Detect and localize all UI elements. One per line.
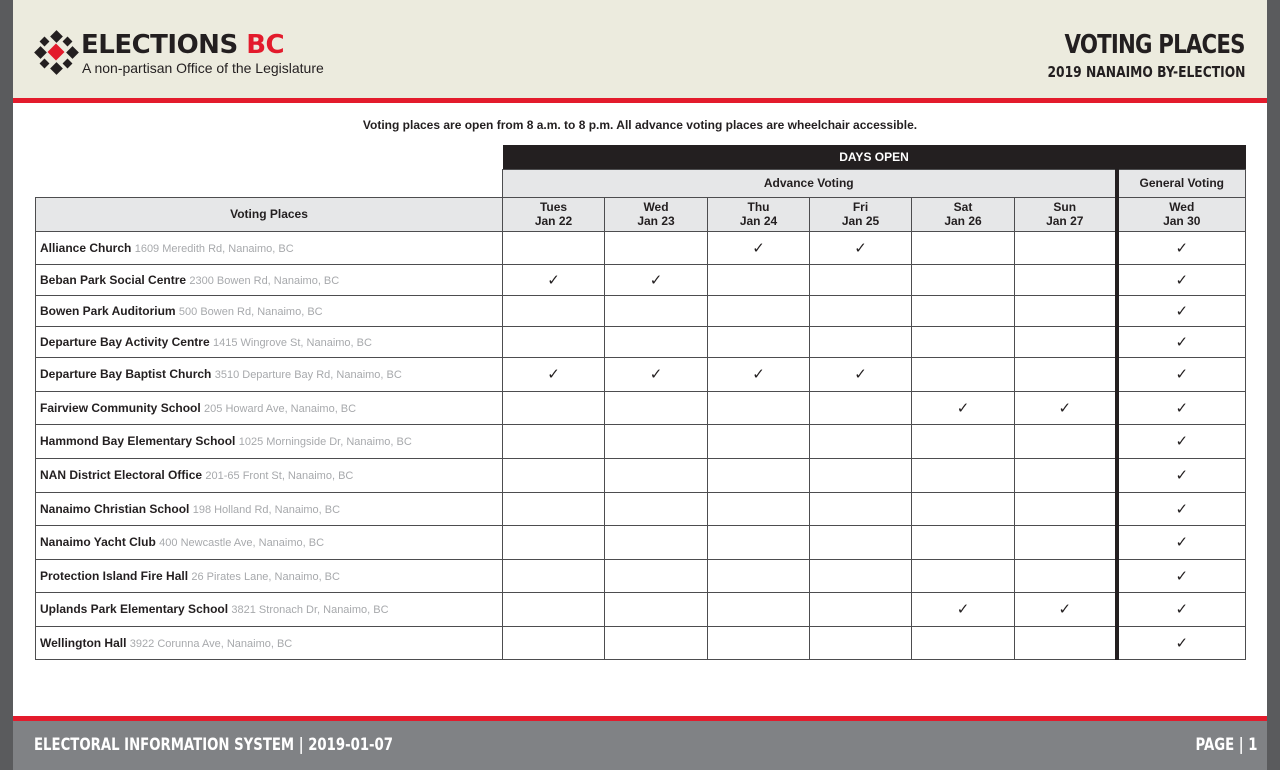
page-subtitle: 2019 NANAIMO BY-ELECTION — [1047, 63, 1245, 81]
header-divider — [13, 98, 1267, 103]
checkmark-icon: ✓ — [1175, 270, 1189, 289]
day-cell — [912, 424, 1015, 458]
day-cell — [605, 626, 708, 659]
day-cell — [503, 492, 605, 525]
page-title: VOTING PLACES — [1064, 30, 1245, 60]
day-cell — [1015, 626, 1117, 659]
checkmark-icon: ✓ — [1175, 432, 1189, 450]
checkmark-icon: ✓ — [956, 398, 970, 417]
logo-wordmark-accent: BC — [246, 30, 285, 60]
day-cell — [912, 492, 1015, 525]
day-cell — [1015, 424, 1117, 458]
voting-place-cell — [36, 559, 503, 592]
day-cell — [810, 525, 912, 559]
day-column-header — [912, 197, 1015, 231]
voting-place-address: 3510 Departure Bay Rd, Nanaimo, BC — [214, 369, 402, 381]
day-date: Jan 25 — [841, 214, 880, 228]
voting-place-name: Departure Bay Activity Centre — [40, 334, 210, 349]
day-cell — [912, 326, 1015, 357]
day-cell — [912, 295, 1015, 326]
day-cell — [708, 295, 810, 326]
voting-place-name: NAN District Electoral Office — [40, 468, 203, 482]
table-row — [36, 295, 1246, 326]
voting-place-cell — [36, 264, 503, 295]
day-cell — [1117, 295, 1246, 326]
day-cell — [1117, 231, 1246, 264]
table-row — [36, 592, 1246, 626]
day-column-header — [605, 197, 708, 231]
day-of-week: Wed — [643, 200, 669, 214]
page-header — [13, 0, 1267, 98]
day-cell — [810, 592, 912, 626]
voting-place-name: Beban Park Social Centre — [40, 272, 187, 287]
day-cell — [708, 424, 810, 458]
day-cell — [605, 525, 708, 559]
table-row — [36, 391, 1246, 424]
day-cell — [708, 357, 810, 391]
table-row — [36, 626, 1246, 659]
day-cell — [503, 458, 605, 492]
voting-place-address: 201-65 Front St, Nanaimo, BC — [205, 470, 354, 482]
day-cell — [708, 525, 810, 559]
day-cell — [708, 264, 810, 295]
elections-bc-logo-icon — [33, 30, 79, 76]
voting-place-name: Hammond Bay Elementary School — [40, 434, 236, 448]
day-date: Jan 23 — [637, 214, 675, 228]
day-cell — [605, 326, 708, 357]
day-cell — [1117, 458, 1246, 492]
table-row — [36, 458, 1246, 492]
advance-voting-header: Advance Voting — [503, 169, 1117, 197]
day-cell — [605, 492, 708, 525]
day-of-week: Sun — [1053, 200, 1077, 214]
checkmark-icon: ✓ — [752, 365, 765, 383]
voting-place-name: Protection Island Fire Hall — [40, 568, 189, 583]
voting-place-address: 3922 Corunna Ave, Nanaimo, BC — [129, 637, 293, 650]
day-cell — [1015, 326, 1117, 357]
header-spacer — [36, 169, 503, 197]
voting-place-cell — [36, 458, 503, 492]
day-cell — [708, 458, 810, 492]
day-cell — [1117, 391, 1246, 424]
voting-place-cell — [36, 424, 503, 458]
day-date: Jan 30 — [1163, 214, 1201, 228]
voting-place-cell — [36, 326, 503, 357]
voting-place-address: 198 Holland Rd, Nanaimo, BC — [192, 503, 341, 516]
day-cell — [1015, 231, 1117, 264]
day-cell — [1015, 357, 1117, 391]
voting-place-cell — [36, 525, 503, 559]
day-cell — [503, 525, 605, 559]
day-cell — [1015, 264, 1117, 295]
table-row — [36, 424, 1246, 458]
voting-place-name: Alliance Church — [40, 240, 132, 255]
checkmark-icon: ✓ — [1175, 633, 1189, 652]
day-cell — [708, 626, 810, 659]
day-cell — [503, 559, 605, 592]
voting-place-address: 400 Newcastle Ave, Nanaimo, BC — [159, 537, 325, 549]
table-row — [36, 357, 1246, 391]
days-open-header: DAYS OPEN — [503, 145, 1246, 169]
checkmark-icon: ✓ — [956, 600, 970, 618]
day-cell — [1117, 264, 1246, 295]
voting-place-cell — [36, 295, 503, 326]
table-row — [36, 525, 1246, 559]
checkmark-icon: ✓ — [752, 238, 765, 257]
day-cell — [1015, 525, 1117, 559]
logo-wordmark-main: ELECTIONS — [81, 30, 247, 60]
day-cell — [1117, 525, 1246, 559]
voting-place-name: Nanaimo Christian School — [40, 501, 190, 516]
day-cell — [912, 458, 1015, 492]
day-cell — [708, 231, 810, 264]
table-row — [36, 264, 1246, 295]
day-cell — [912, 231, 1015, 264]
checkmark-icon: ✓ — [854, 238, 867, 257]
voting-place-name: Uplands Park Elementary School — [40, 602, 229, 616]
day-cell — [810, 295, 912, 326]
checkmark-icon: ✓ — [649, 270, 663, 289]
day-cell — [1117, 592, 1246, 626]
day-cell — [605, 559, 708, 592]
voting-place-address: 205 Howard Ave, Nanaimo, BC — [204, 402, 357, 415]
day-date: Jan 24 — [739, 214, 778, 228]
day-cell — [912, 525, 1015, 559]
day-cell — [912, 626, 1015, 659]
checkmark-icon: ✓ — [1175, 600, 1189, 618]
voting-place-cell — [36, 592, 503, 626]
day-cell — [912, 357, 1015, 391]
voting-place-cell — [36, 492, 503, 525]
day-cell — [1015, 458, 1117, 492]
document-page — [13, 0, 1267, 770]
voting-place-cell — [36, 626, 503, 659]
checkmark-icon: ✓ — [1175, 466, 1189, 484]
day-cell — [1015, 492, 1117, 525]
day-cell — [810, 424, 912, 458]
voting-place-cell — [36, 231, 503, 264]
checkmark-icon: ✓ — [547, 365, 560, 383]
day-date: Jan 26 — [944, 214, 982, 228]
day-cell — [810, 326, 912, 357]
voting-place-address: 3821 Stronach Dr, Nanaimo, BC — [231, 604, 389, 616]
day-cell — [810, 626, 912, 659]
day-cell — [503, 424, 605, 458]
day-cell — [912, 391, 1015, 424]
day-cell — [605, 592, 708, 626]
day-cell — [1117, 559, 1246, 592]
day-cell — [1015, 391, 1117, 424]
day-cell — [503, 326, 605, 357]
checkmark-icon: ✓ — [1175, 238, 1189, 257]
day-cell — [1015, 559, 1117, 592]
day-column-header — [1015, 197, 1117, 231]
day-cell — [810, 264, 912, 295]
voting-place-address: 500 Bowen Rd, Nanaimo, BC — [178, 305, 323, 318]
day-cell — [503, 592, 605, 626]
day-cell — [810, 458, 912, 492]
day-cell — [605, 295, 708, 326]
day-of-week: Tues — [539, 200, 568, 214]
table-row — [36, 326, 1246, 357]
voting-place-cell — [36, 357, 503, 391]
checkmark-icon: ✓ — [1058, 398, 1072, 417]
day-column-header — [503, 197, 605, 231]
day-date: Jan 27 — [1046, 214, 1084, 228]
day-cell — [810, 357, 912, 391]
checkmark-icon: ✓ — [1175, 533, 1189, 551]
day-cell — [1117, 626, 1246, 659]
day-cell — [912, 264, 1015, 295]
voting-place-name: Departure Bay Baptist Church — [40, 367, 212, 381]
checkmark-icon: ✓ — [854, 365, 867, 383]
day-cell — [605, 264, 708, 295]
checkmark-icon: ✓ — [649, 365, 663, 383]
checkmark-icon: ✓ — [547, 270, 560, 289]
day-cell — [605, 357, 708, 391]
header-spacer — [36, 145, 503, 169]
day-cell — [1117, 424, 1246, 458]
voting-place-cell — [36, 391, 503, 424]
checkmark-icon: ✓ — [1058, 600, 1072, 618]
day-of-week: Fri — [852, 200, 869, 214]
table-row — [36, 492, 1246, 525]
day-column-header — [1117, 197, 1246, 231]
checkmark-icon: ✓ — [1175, 566, 1189, 585]
voting-place-address: 1609 Meredith Rd, Nanaimo, BC — [134, 242, 294, 255]
voting-places-table — [35, 145, 1246, 660]
page-footer — [13, 721, 1267, 770]
day-of-week: Wed — [1169, 200, 1195, 214]
day-cell — [810, 492, 912, 525]
voting-place-name: Fairview Community School — [40, 400, 201, 415]
hours-notice: Voting places are open from 8 a.m. to 8 p.m. All advance voting places are wheelchair accessible. — [362, 118, 918, 132]
voting-place-name: Bowen Park Auditorium — [40, 303, 176, 318]
day-cell — [503, 391, 605, 424]
day-cell — [605, 424, 708, 458]
day-cell — [810, 231, 912, 264]
logo-wordmark — [81, 30, 284, 60]
day-cell — [708, 592, 810, 626]
day-cell — [912, 559, 1015, 592]
day-cell — [605, 391, 708, 424]
footer-system-label: ELECTORAL INFORMATION SYSTEM | 2019-01-07 — [34, 735, 394, 755]
day-cell — [708, 326, 810, 357]
day-cell — [912, 592, 1015, 626]
day-cell — [503, 626, 605, 659]
voting-place-name: Nanaimo Yacht Club — [40, 535, 156, 549]
day-cell — [1117, 492, 1246, 525]
day-cell — [1117, 326, 1246, 357]
table-row — [36, 559, 1246, 592]
day-column-header — [810, 197, 912, 231]
day-of-week: Sat — [953, 200, 973, 214]
voting-place-address: 1025 Morningside Dr, Nanaimo, BC — [238, 436, 412, 448]
day-cell — [503, 295, 605, 326]
voting-places-header: Voting Places — [36, 197, 503, 231]
day-cell — [810, 559, 912, 592]
day-cell — [503, 231, 605, 264]
day-cell — [708, 391, 810, 424]
general-voting-header: General Voting — [1117, 169, 1246, 197]
day-cell — [1117, 357, 1246, 391]
day-cell — [503, 357, 605, 391]
day-cell — [503, 264, 605, 295]
voting-place-name: Wellington Hall — [40, 635, 127, 650]
day-date: Jan 22 — [534, 214, 573, 228]
voting-place-address: 26 Pirates Lane, Nanaimo, BC — [191, 570, 340, 583]
checkmark-icon: ✓ — [1175, 365, 1189, 383]
day-of-week: Thu — [747, 200, 770, 214]
checkmark-icon: ✓ — [1175, 499, 1189, 518]
day-cell — [810, 391, 912, 424]
day-cell — [605, 458, 708, 492]
day-cell — [708, 492, 810, 525]
day-cell — [605, 231, 708, 264]
checkmark-icon: ✓ — [1175, 398, 1189, 417]
day-cell — [1015, 295, 1117, 326]
voting-place-address: 1415 Wingrove St, Nanaimo, BC — [212, 336, 372, 349]
checkmark-icon: ✓ — [1175, 301, 1189, 320]
logo-tagline: A non-partisan Office of the Legislature — [82, 60, 324, 76]
footer-page-number: PAGE | 1 — [1194, 735, 1257, 755]
checkmark-icon: ✓ — [1175, 332, 1189, 351]
day-cell — [708, 559, 810, 592]
day-cell — [1015, 592, 1117, 626]
table-row — [36, 231, 1246, 264]
voting-place-address: 2300 Bowen Rd, Nanaimo, BC — [189, 274, 340, 287]
day-column-header — [708, 197, 810, 231]
